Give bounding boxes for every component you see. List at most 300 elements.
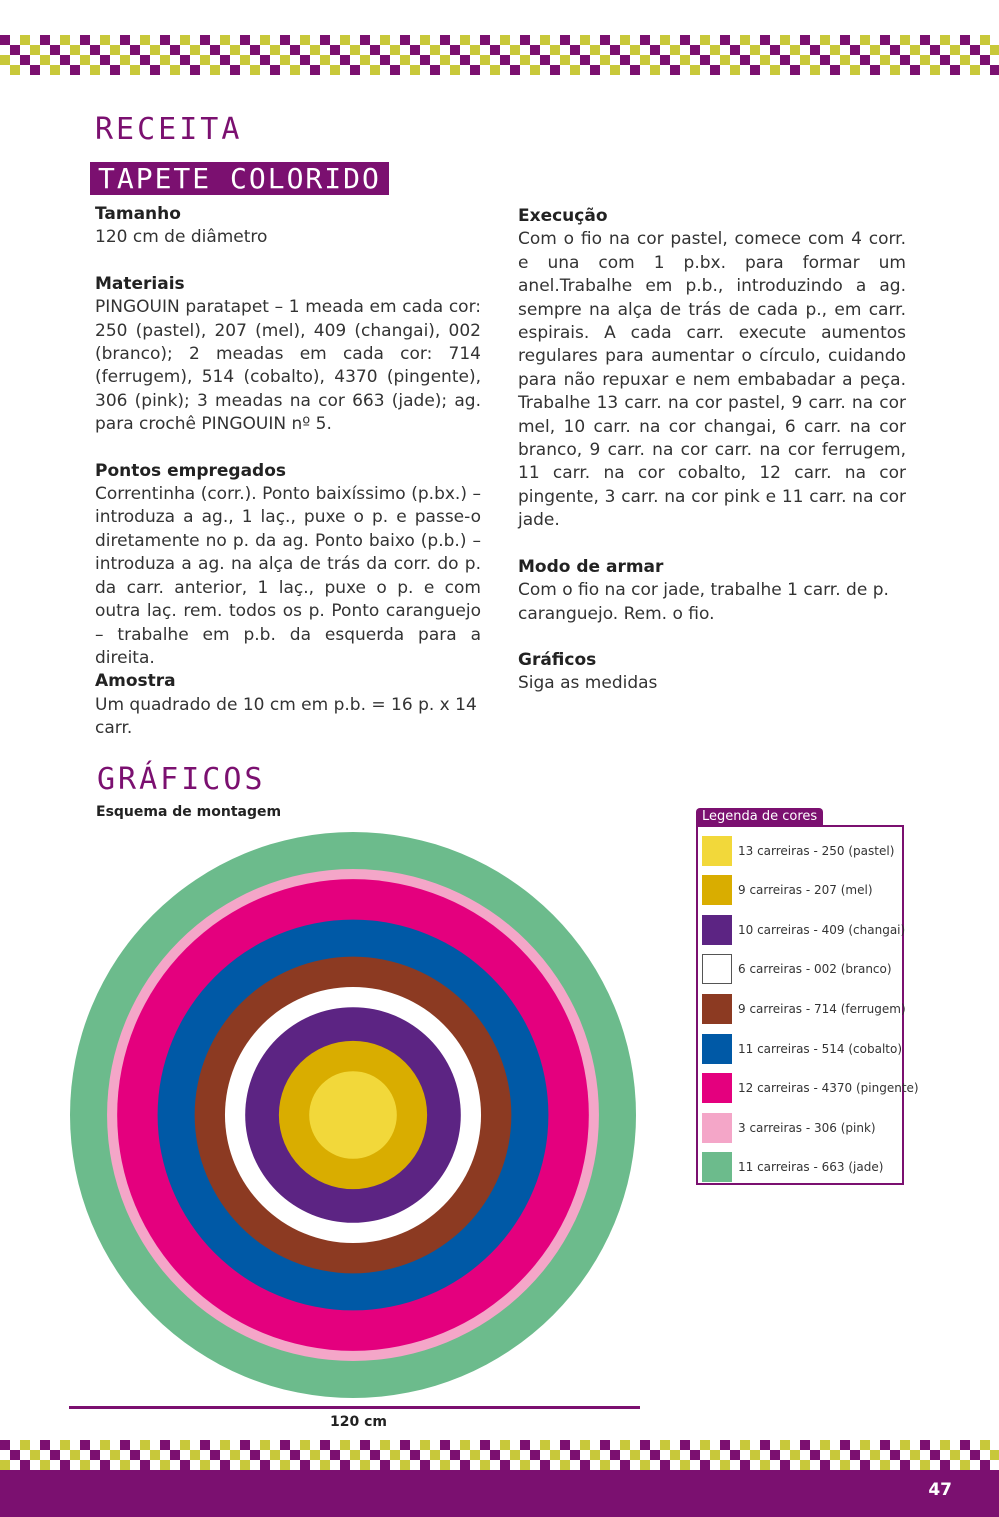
checker-cell — [180, 55, 190, 65]
checker-cell — [50, 45, 60, 55]
checker-cell — [940, 35, 950, 45]
checker-cell — [20, 1460, 30, 1470]
checker-cell — [580, 1460, 590, 1470]
checker-cell — [640, 35, 650, 45]
checker-cell — [140, 55, 150, 65]
checker-cell — [300, 35, 310, 45]
checker-cell — [10, 1450, 20, 1460]
checker-cell — [650, 1450, 660, 1460]
checker-cell — [920, 1440, 930, 1450]
checker-cell — [400, 35, 410, 45]
checker-cell — [500, 1440, 510, 1450]
legend-swatch — [702, 1073, 732, 1103]
checker-cell — [0, 55, 10, 65]
checker-cell — [480, 1460, 490, 1470]
checker-cell — [350, 65, 360, 75]
legend-label: 11 carreiras - 514 (cobalto) — [738, 1042, 903, 1056]
checker-cell — [900, 55, 910, 65]
checker-cell — [830, 1450, 840, 1460]
checker-cell — [780, 1440, 790, 1450]
checker-cell — [480, 35, 490, 45]
checker-cell — [980, 55, 990, 65]
checker-cell — [750, 1450, 760, 1460]
section-heading: Pontos empregados — [95, 460, 287, 481]
checker-cell — [270, 65, 280, 75]
checker-cell — [550, 65, 560, 75]
checker-cell — [960, 55, 970, 65]
checker-cell — [320, 1440, 330, 1450]
checker-cell — [970, 65, 980, 75]
checker-cell — [720, 35, 730, 45]
checker-cell — [660, 55, 670, 65]
legend-label: 9 carreiras - 714 (ferrugem) — [738, 1002, 906, 1016]
checker-cell — [190, 65, 200, 75]
checker-cell — [880, 1440, 890, 1450]
checker-cell — [100, 1460, 110, 1470]
checker-cell — [710, 65, 720, 75]
checker-cell — [680, 55, 690, 65]
checker-cell — [360, 35, 370, 45]
checker-cell — [710, 1450, 720, 1460]
checker-cell — [910, 1450, 920, 1460]
checker-cell — [70, 1450, 80, 1460]
checker-cell — [280, 1440, 290, 1450]
checker-cell — [110, 65, 120, 75]
checker-cell — [550, 45, 560, 55]
checker-cell — [650, 65, 660, 75]
checker-cell — [220, 1460, 230, 1470]
checker-cell — [460, 1440, 470, 1450]
checker-cell — [170, 45, 180, 55]
checker-cell — [170, 1450, 180, 1460]
checker-cell — [60, 35, 70, 45]
checker-cell — [110, 1450, 120, 1460]
checker-cell — [160, 1440, 170, 1450]
checker-cell — [440, 1440, 450, 1450]
checker-cell — [790, 1450, 800, 1460]
checker-cell — [530, 65, 540, 75]
legend-swatch — [702, 954, 732, 984]
checker-cell — [470, 65, 480, 75]
checker-cell — [70, 45, 80, 55]
checker-cell — [940, 55, 950, 65]
checker-cell — [910, 65, 920, 75]
checker-cell — [40, 1460, 50, 1470]
checker-cell — [930, 1450, 940, 1460]
checker-cell — [690, 1450, 700, 1460]
checker-cell — [590, 65, 600, 75]
checker-cell — [820, 55, 830, 65]
legend-item — [702, 954, 892, 984]
checker-cell — [610, 45, 620, 55]
checker-cell — [280, 55, 290, 65]
checker-cell — [740, 35, 750, 45]
checker-cell — [400, 55, 410, 65]
checker-cell — [160, 55, 170, 65]
legend-item — [702, 836, 894, 866]
checker-cell — [50, 65, 60, 75]
checker-cell — [150, 1450, 160, 1460]
checker-cell — [420, 1440, 430, 1450]
checker-cell — [720, 1460, 730, 1470]
checker-cell — [490, 1450, 500, 1460]
checker-cell — [570, 1450, 580, 1460]
checker-cell — [880, 1460, 890, 1470]
checker-cell — [600, 35, 610, 45]
checker-cell — [730, 65, 740, 75]
checker-cell — [410, 65, 420, 75]
checker-cell — [240, 55, 250, 65]
checker-cell — [320, 55, 330, 65]
checker-cell — [640, 55, 650, 65]
page-title: TAPETE COLORIDO — [90, 162, 389, 195]
checker-cell — [600, 1440, 610, 1450]
checker-cell — [720, 1440, 730, 1450]
checker-cell — [80, 1460, 90, 1470]
graficos-title: GRÁFICOS — [97, 762, 266, 797]
checker-cell — [800, 55, 810, 65]
section-text: Com o fio na cor jade, trabalhe 1 carr. de p. caranguejo. Rem. o fio. — [518, 580, 889, 624]
section-heading: Modo de armar — [518, 556, 664, 577]
checker-cell — [780, 1460, 790, 1470]
checker-cell — [510, 45, 520, 55]
checker-cell — [640, 1460, 650, 1470]
checker-cell — [440, 35, 450, 45]
checker-cell — [480, 55, 490, 65]
checker-cell — [20, 55, 30, 65]
checker-cell — [660, 1440, 670, 1450]
checker-cell — [900, 1440, 910, 1450]
checker-cell — [850, 1450, 860, 1460]
checker-cell — [330, 45, 340, 55]
checker-cell — [770, 65, 780, 75]
checker-cell — [340, 1460, 350, 1470]
checker-cell — [200, 1460, 210, 1470]
checker-cell — [500, 35, 510, 45]
checker-cell — [660, 1460, 670, 1470]
diagram-subtitle: Esquema de montagem — [96, 804, 282, 820]
legend-item — [702, 1152, 883, 1182]
checker-cell — [530, 1450, 540, 1460]
legend-label: 3 carreiras - 306 (pink) — [738, 1121, 876, 1135]
checker-cell — [320, 35, 330, 45]
checker-cell — [30, 65, 40, 75]
checker-cell — [630, 1450, 640, 1460]
checker-cell — [300, 1440, 310, 1450]
legend-label: 9 carreiras - 207 (mel) — [738, 883, 873, 897]
checker-cell — [840, 1460, 850, 1470]
checker-cell — [0, 1440, 10, 1450]
checker-cell — [900, 35, 910, 45]
checker-cell — [380, 1460, 390, 1470]
section-heading: Amostra — [95, 671, 176, 692]
checker-cell — [120, 55, 130, 65]
checker-cell — [270, 1450, 280, 1460]
checker-cell — [950, 45, 960, 55]
checker-cell — [360, 55, 370, 65]
checker-cell — [520, 55, 530, 65]
right-column — [518, 205, 906, 719]
checker-cell — [460, 55, 470, 65]
checker-cell — [390, 65, 400, 75]
checker-cell — [890, 45, 900, 55]
checker-cell — [370, 1450, 380, 1460]
checker-cell — [230, 1450, 240, 1460]
legend-item — [702, 1034, 902, 1064]
checker-cell — [980, 1460, 990, 1470]
checker-cell — [980, 35, 990, 45]
checker-cell — [520, 1440, 530, 1450]
checker-cell — [130, 45, 140, 55]
checker-cell — [160, 1460, 170, 1470]
checker-cell — [590, 45, 600, 55]
checker-cell — [640, 1440, 650, 1450]
checker-cell — [880, 55, 890, 65]
checker-cell — [330, 1450, 340, 1460]
page-footer — [0, 1470, 999, 1517]
checker-cell — [70, 65, 80, 75]
legend-swatch — [702, 1113, 732, 1143]
checker-cell — [520, 1460, 530, 1470]
checker-cell — [460, 1460, 470, 1470]
checker-cell — [620, 55, 630, 65]
checker-cell — [540, 55, 550, 65]
checker-cell — [50, 1450, 60, 1460]
checker-cell — [510, 65, 520, 75]
checker-cell — [310, 65, 320, 75]
checker-cell — [740, 1460, 750, 1470]
checker-cell — [460, 35, 470, 45]
checker-cell — [90, 45, 100, 55]
checker-cell — [980, 1440, 990, 1450]
checker-cell — [450, 1450, 460, 1460]
checker-cell — [710, 45, 720, 55]
checker-cell — [550, 1450, 560, 1460]
checker-cell — [410, 1450, 420, 1460]
checker-cell — [850, 45, 860, 55]
checker-cell — [820, 1460, 830, 1470]
checker-cell — [990, 45, 999, 55]
checker-cell — [370, 45, 380, 55]
checker-cell — [170, 65, 180, 75]
checker-cell — [670, 65, 680, 75]
checker-cell — [220, 35, 230, 45]
checker-cell — [100, 35, 110, 45]
legend-label: 13 carreiras - 250 (pastel) — [738, 844, 895, 858]
checker-cell — [810, 1450, 820, 1460]
checker-cell — [490, 45, 500, 55]
checker-cell — [220, 1440, 230, 1450]
checker-cell — [890, 65, 900, 75]
checker-cell — [280, 35, 290, 45]
legend-item — [702, 1073, 919, 1103]
checker-cell — [270, 45, 280, 55]
checker-cell — [830, 65, 840, 75]
checker-cell — [810, 65, 820, 75]
checker-cell — [680, 1460, 690, 1470]
checker-cell — [560, 35, 570, 45]
checker-cell — [10, 45, 20, 55]
checker-cell — [20, 1440, 30, 1450]
checker-cell — [780, 55, 790, 65]
checker-cell — [690, 45, 700, 55]
checker-cell — [380, 1440, 390, 1450]
checker-cell — [40, 1440, 50, 1450]
checker-cell — [260, 55, 270, 65]
checker-cell — [240, 35, 250, 45]
checker-cell — [240, 1440, 250, 1450]
checker-cell — [750, 65, 760, 75]
checker-cell — [580, 55, 590, 65]
checker-cell — [560, 1440, 570, 1450]
checker-cell — [960, 35, 970, 45]
checker-cell — [230, 45, 240, 55]
left-column — [95, 203, 481, 764]
legend-label: 11 carreiras - 663 (jade) — [738, 1160, 884, 1174]
checker-cell — [560, 55, 570, 65]
checker-cell — [250, 1450, 260, 1460]
rug-diagram — [70, 832, 636, 1398]
checker-cell — [630, 45, 640, 55]
checker-cell — [490, 65, 500, 75]
checker-cell — [700, 35, 710, 45]
checker-cell — [180, 1460, 190, 1470]
checker-cell — [410, 45, 420, 55]
checker-cell — [940, 1440, 950, 1450]
checker-cell — [860, 55, 870, 65]
checker-cell — [200, 55, 210, 65]
checker-cell — [430, 45, 440, 55]
checker-cell — [780, 35, 790, 45]
checker-cell — [380, 55, 390, 65]
checker-cell — [990, 1450, 999, 1460]
checker-cell — [140, 1440, 150, 1450]
legend-item — [702, 875, 873, 905]
checker-cell — [250, 65, 260, 75]
checker-cell — [570, 45, 580, 55]
checker-cell — [630, 65, 640, 75]
checker-cell — [320, 1460, 330, 1470]
checker-cell — [60, 1440, 70, 1450]
checker-cell — [380, 35, 390, 45]
checker-cell — [310, 45, 320, 55]
checker-cell — [830, 45, 840, 55]
checker-cell — [290, 65, 300, 75]
checker-cell — [310, 1450, 320, 1460]
checker-cell — [190, 45, 200, 55]
checker-cell — [600, 55, 610, 65]
checker-cell — [510, 1450, 520, 1460]
checker-cell — [610, 1450, 620, 1460]
legend-item — [702, 915, 905, 945]
checker-cell — [580, 35, 590, 45]
checker-cell — [90, 65, 100, 75]
checker-cell — [790, 45, 800, 55]
checker-cell — [340, 55, 350, 65]
legend-swatch — [702, 1034, 732, 1064]
checker-cell — [80, 35, 90, 45]
checker-cell — [570, 65, 580, 75]
checker-cell — [990, 65, 999, 75]
checker-cell — [220, 55, 230, 65]
color-legend — [696, 825, 919, 1185]
checker-cell — [200, 1440, 210, 1450]
rug-ring — [309, 1071, 397, 1159]
checker-cell — [700, 55, 710, 65]
checker-cell — [820, 35, 830, 45]
checker-cell — [120, 1460, 130, 1470]
legend-swatch — [702, 1152, 732, 1182]
checker-cell — [890, 1450, 900, 1460]
legend-label: 10 carreiras - 409 (changai) — [738, 923, 906, 937]
checker-cell — [190, 1450, 200, 1460]
checker-cell — [870, 65, 880, 75]
checker-cell — [540, 1460, 550, 1470]
checker-cell — [180, 1440, 190, 1450]
checker-cell — [620, 1460, 630, 1470]
checker-cell — [860, 1460, 870, 1470]
checker-cell — [420, 1460, 430, 1470]
checker-cell — [400, 1440, 410, 1450]
section-text: 120 cm de diâmetro — [95, 227, 268, 248]
checker-cell — [110, 45, 120, 55]
checker-cell — [600, 1460, 610, 1470]
checker-cell — [300, 1460, 310, 1470]
checker-cell — [360, 1460, 370, 1470]
checker-cell — [210, 65, 220, 75]
legend-swatch — [702, 836, 732, 866]
checker-cell — [400, 1460, 410, 1470]
checker-cell — [30, 1450, 40, 1460]
checker-cell — [930, 45, 940, 55]
checker-cell — [840, 1440, 850, 1450]
legend-item — [702, 1113, 876, 1143]
checker-cell — [680, 35, 690, 45]
checker-cell — [130, 1450, 140, 1460]
checker-cell — [260, 1460, 270, 1470]
checker-cell — [690, 65, 700, 75]
checker-cell — [240, 1460, 250, 1470]
measure-line — [69, 1406, 640, 1409]
checker-cell — [420, 35, 430, 45]
section-heading: Tamanho — [95, 204, 181, 224]
checker-cell — [530, 45, 540, 55]
checker-cell — [500, 1460, 510, 1470]
checker-cell — [760, 35, 770, 45]
section-text: Com o fio na cor pastel, comece com 4 corr. e una com 1 p.bx. para formar um anel.Trabalhe em p.b., introduzindo a ag. sempre na alça de trás de cada p., em carr. espirais. A cada carr. execute aumentos regulares para aumentar o círculo, cuidando para não repuxar e nem embabadar a peça. Trabalhe 13 carr. na cor pastel, 9 carr. na cor mel, 10 carr. na cor changai, 6 carr. na cor branco, 9 carr. na cor carr. na cor ferrugem, 11 carr. na cor cobalto, 12 carr. na cor pingente, 3 carr. na cor pink e 11 carr. na cor jade. — [518, 229, 906, 531]
checker-cell — [140, 35, 150, 45]
checker-cell — [470, 1450, 480, 1460]
checker-cell — [230, 65, 240, 75]
checker-cell — [720, 55, 730, 65]
checker-cell — [440, 55, 450, 65]
checker-cell — [200, 35, 210, 45]
checker-cell — [390, 45, 400, 55]
checker-cell — [910, 45, 920, 55]
checker-cell — [770, 45, 780, 55]
page-number: 47 — [928, 1480, 952, 1500]
checker-cell — [800, 35, 810, 45]
checker-cell — [0, 1460, 10, 1470]
checker-cell — [860, 1440, 870, 1450]
checker-cell — [360, 1440, 370, 1450]
checker-cell — [800, 1440, 810, 1450]
checker-cell — [870, 1450, 880, 1460]
checker-cell — [540, 1440, 550, 1450]
checker-cell — [20, 35, 30, 45]
checker-cell — [480, 1440, 490, 1450]
section-text: PINGOUIN paratapet – 1 meada em cada cor: 250 (pastel), 207 (mel), 409 (changai), 002 (branco); 2 meadas em cada cor: 714 (ferrugem), 514 (cobalto), 4370 (pingente), 306 (pink); 3 meadas na cor 663 (jade); ag. para crochê PINGOUIN nº 5. — [95, 297, 481, 435]
